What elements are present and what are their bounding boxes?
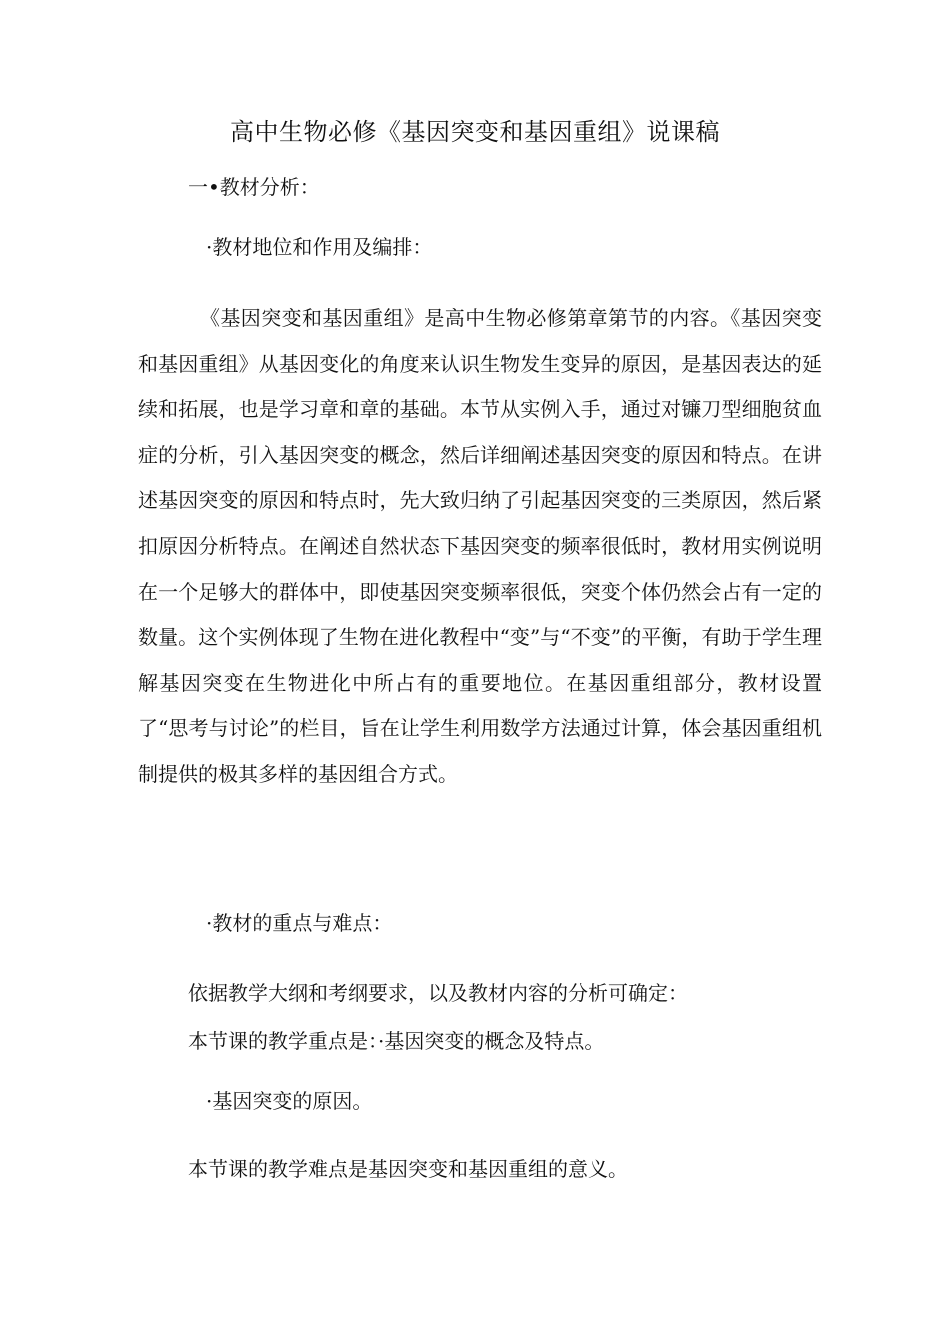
body-line-key-points: 本节课的教学重点是：·基因突变的概念及特点。 [188,1029,605,1053]
body-paragraph-textbook-overview: 《基因突变和基因重组》是高中生物必修第章第节的内容。《基因突变和基因重组》从基因变化的角度来认识生物发生变异的原因，是基因表达的延续和拓展，也是学习章和章的基础。本节从实例入手，通过对镰刀型细胞贫血症的分析，引入基因突变的概念，然后详细阐述基因突变的原因和特点。在讲述基因突变的原因和特点时，先大致归纳了引起基因突变的三类原因，然后紧扣原因分析特点。在阐述自然状态下基因突变的频率很低时，教材用实例说明在一个足够大的群体中，即使基因突变频率很低，突变个体仍然会占有一定的数量。这个实例体现了生物在进化教程中“变”与“不变”的平衡，有助于学生理解基因突变在生物进化中所占有的重要地位。在基因重组部分，教材设置了“思考与讨论”的栏目，旨在让学生利用数学方法通过计算，体会基因重组机制提供的极其多样的基因组合方式。 [138,306,822,786]
section-heading-textbook-analysis: 一•教材分析： [188,175,320,199]
subsection-heading-key-and-difficult-points: ·教材的重点与难点： [206,911,393,935]
subsection-heading-status-and-role: ·教材地位和作用及编排： [206,235,433,259]
body-line-basis: 依据教学大纲和考纲要求，以及教材内容的分析可确定： [188,981,688,1005]
document-title: 高中生物必修《基因突变和基因重组》说课稿 [230,118,720,146]
body-line-difficulty: 本节课的教学难点是基因突变和基因重组的意义。 [188,1157,628,1181]
body-line-key-point-2: ·基因突变的原因。 [206,1089,373,1113]
